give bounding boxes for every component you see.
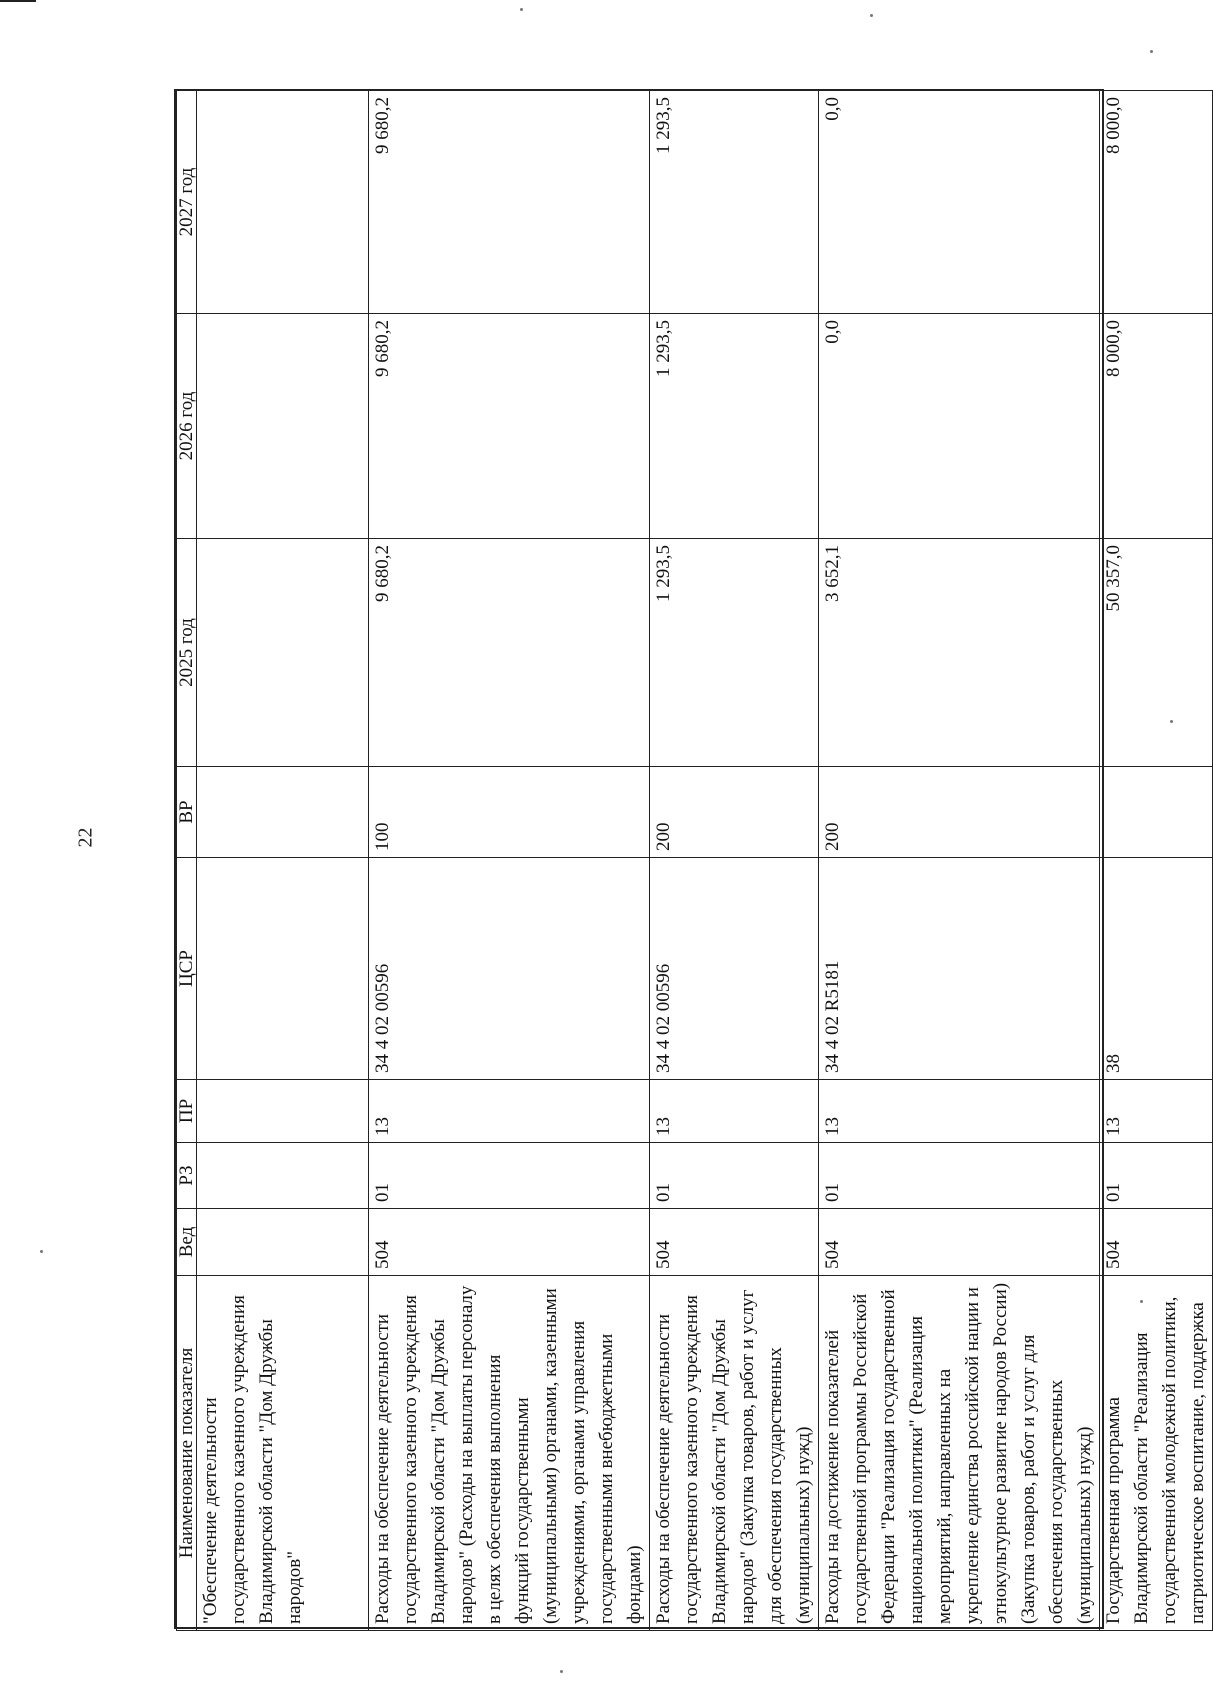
cell-2027: 9 680,2 (369, 91, 650, 314)
cell-csr: 38 (1100, 858, 1213, 1080)
cell-csr (197, 858, 369, 1080)
cell-ved (197, 1209, 369, 1276)
budget-table (176, 90, 1213, 1631)
cell-pr: 13 (819, 1080, 1100, 1143)
cell-csr: 34 4 02 00596 (369, 858, 650, 1080)
cell-2027: 0,0 (819, 91, 1100, 314)
header-2026: 2026 год (177, 314, 197, 539)
cell-rz: 01 (819, 1143, 1100, 1209)
header-rz: РЗ (177, 1143, 197, 1209)
cell-2025: 9 680,2 (369, 539, 650, 767)
scan-speck (560, 1670, 563, 1673)
cell-vr: 100 (369, 767, 650, 858)
cell-rz (197, 1143, 369, 1209)
cell-vr: 200 (819, 767, 1100, 858)
header-vr: ВР (177, 767, 197, 858)
header-csr: ЦСР (177, 858, 197, 1080)
cell-2026 (197, 314, 369, 539)
cell-pr: 13 (1100, 1080, 1213, 1143)
header-name: Наименование показателя (177, 1276, 197, 1631)
cell-vr: 200 (650, 767, 819, 858)
cell-name: Расходы на обеспечение деятельности государственного казенного учреждения Владимирской области "Дом Дружбы народов" (Расходы на выплаты персоналу в целях обеспечения выполнения функций государственными (муниципальными) органами, казенными учреждениями, органами управления государственными внебюджетными фондами) (369, 1276, 650, 1631)
cell-2027: 1 293,5 (650, 91, 819, 314)
header-2027: 2027 год (177, 91, 197, 314)
cell-2026: 9 680,2 (369, 314, 650, 539)
cell-pr (197, 1080, 369, 1143)
cell-pr: 13 (650, 1080, 819, 1143)
table-row (1100, 91, 1213, 1631)
cell-2026: 0,0 (819, 314, 1100, 539)
cell-2025: 3 652,1 (819, 539, 1100, 767)
cell-2026: 8 000,0 (1100, 314, 1213, 539)
cell-2025: 50 357,0 (1100, 539, 1213, 767)
cell-csr: 34 4 02 00596 (650, 858, 819, 1080)
table-row (369, 91, 650, 1631)
scan-corner-mark (0, 0, 36, 2)
cell-ved: 504 (1100, 1209, 1213, 1276)
cell-csr: 34 4 02 R5181 (819, 858, 1100, 1080)
cell-2025: 1 293,5 (650, 539, 819, 767)
header-2025: 2025 год (177, 539, 197, 767)
cell-vr (197, 767, 369, 858)
scan-speck (40, 1250, 43, 1253)
cell-2026: 1 293,5 (650, 314, 819, 539)
cell-ved: 504 (650, 1209, 819, 1276)
cell-pr: 13 (369, 1080, 650, 1143)
cell-rz: 01 (1100, 1143, 1213, 1209)
scan-speck (870, 14, 873, 17)
cell-name: Расходы на обеспечение деятельности государственного казенного учреждения Владимирской области "Дом Дружбы народов" (Закупка товаров, работ и услуг для обеспечения государственных (муниципальных) нужд) (650, 1276, 819, 1631)
cell-name: Расходы на достижение показателей государственной программы Российской Федерации "Реализация государственной национальной политики" (Реализация мероприятий, направленных на укрепление единства российской нации и этнокультурное развитие народов России) (Закупка товаров, работ и услуг для обеспечения государственных (муниципальных) нужд) (819, 1276, 1100, 1631)
header-ved: Вед (177, 1209, 197, 1276)
table-header-row (177, 91, 197, 1631)
scan-speck (520, 8, 523, 11)
table-row (197, 91, 369, 1631)
cell-2025 (197, 539, 369, 767)
cell-name: "Обеспечение деятельности государственного казенного учреждения Владимирской области "Дом Дружбы народов" (197, 1276, 369, 1631)
cell-rz: 01 (650, 1143, 819, 1209)
cell-name: Государственная программа Владимирской области "Реализация государственной молодежной политики, патриотическое воспитание, поддержка (1100, 1276, 1213, 1631)
cell-ved: 504 (819, 1209, 1100, 1276)
cell-vr (1100, 767, 1213, 858)
page-number: 22 (74, 827, 97, 848)
table-row (819, 91, 1100, 1631)
budget-table-frame (174, 89, 1208, 1629)
cell-rz: 01 (369, 1143, 650, 1209)
header-pr: ПР (177, 1080, 197, 1143)
cell-ved: 504 (369, 1209, 650, 1276)
table-row (650, 91, 819, 1631)
scan-speck (1150, 50, 1153, 53)
cell-2027: 8 000,0 (1100, 91, 1213, 314)
cell-2027 (197, 91, 369, 314)
